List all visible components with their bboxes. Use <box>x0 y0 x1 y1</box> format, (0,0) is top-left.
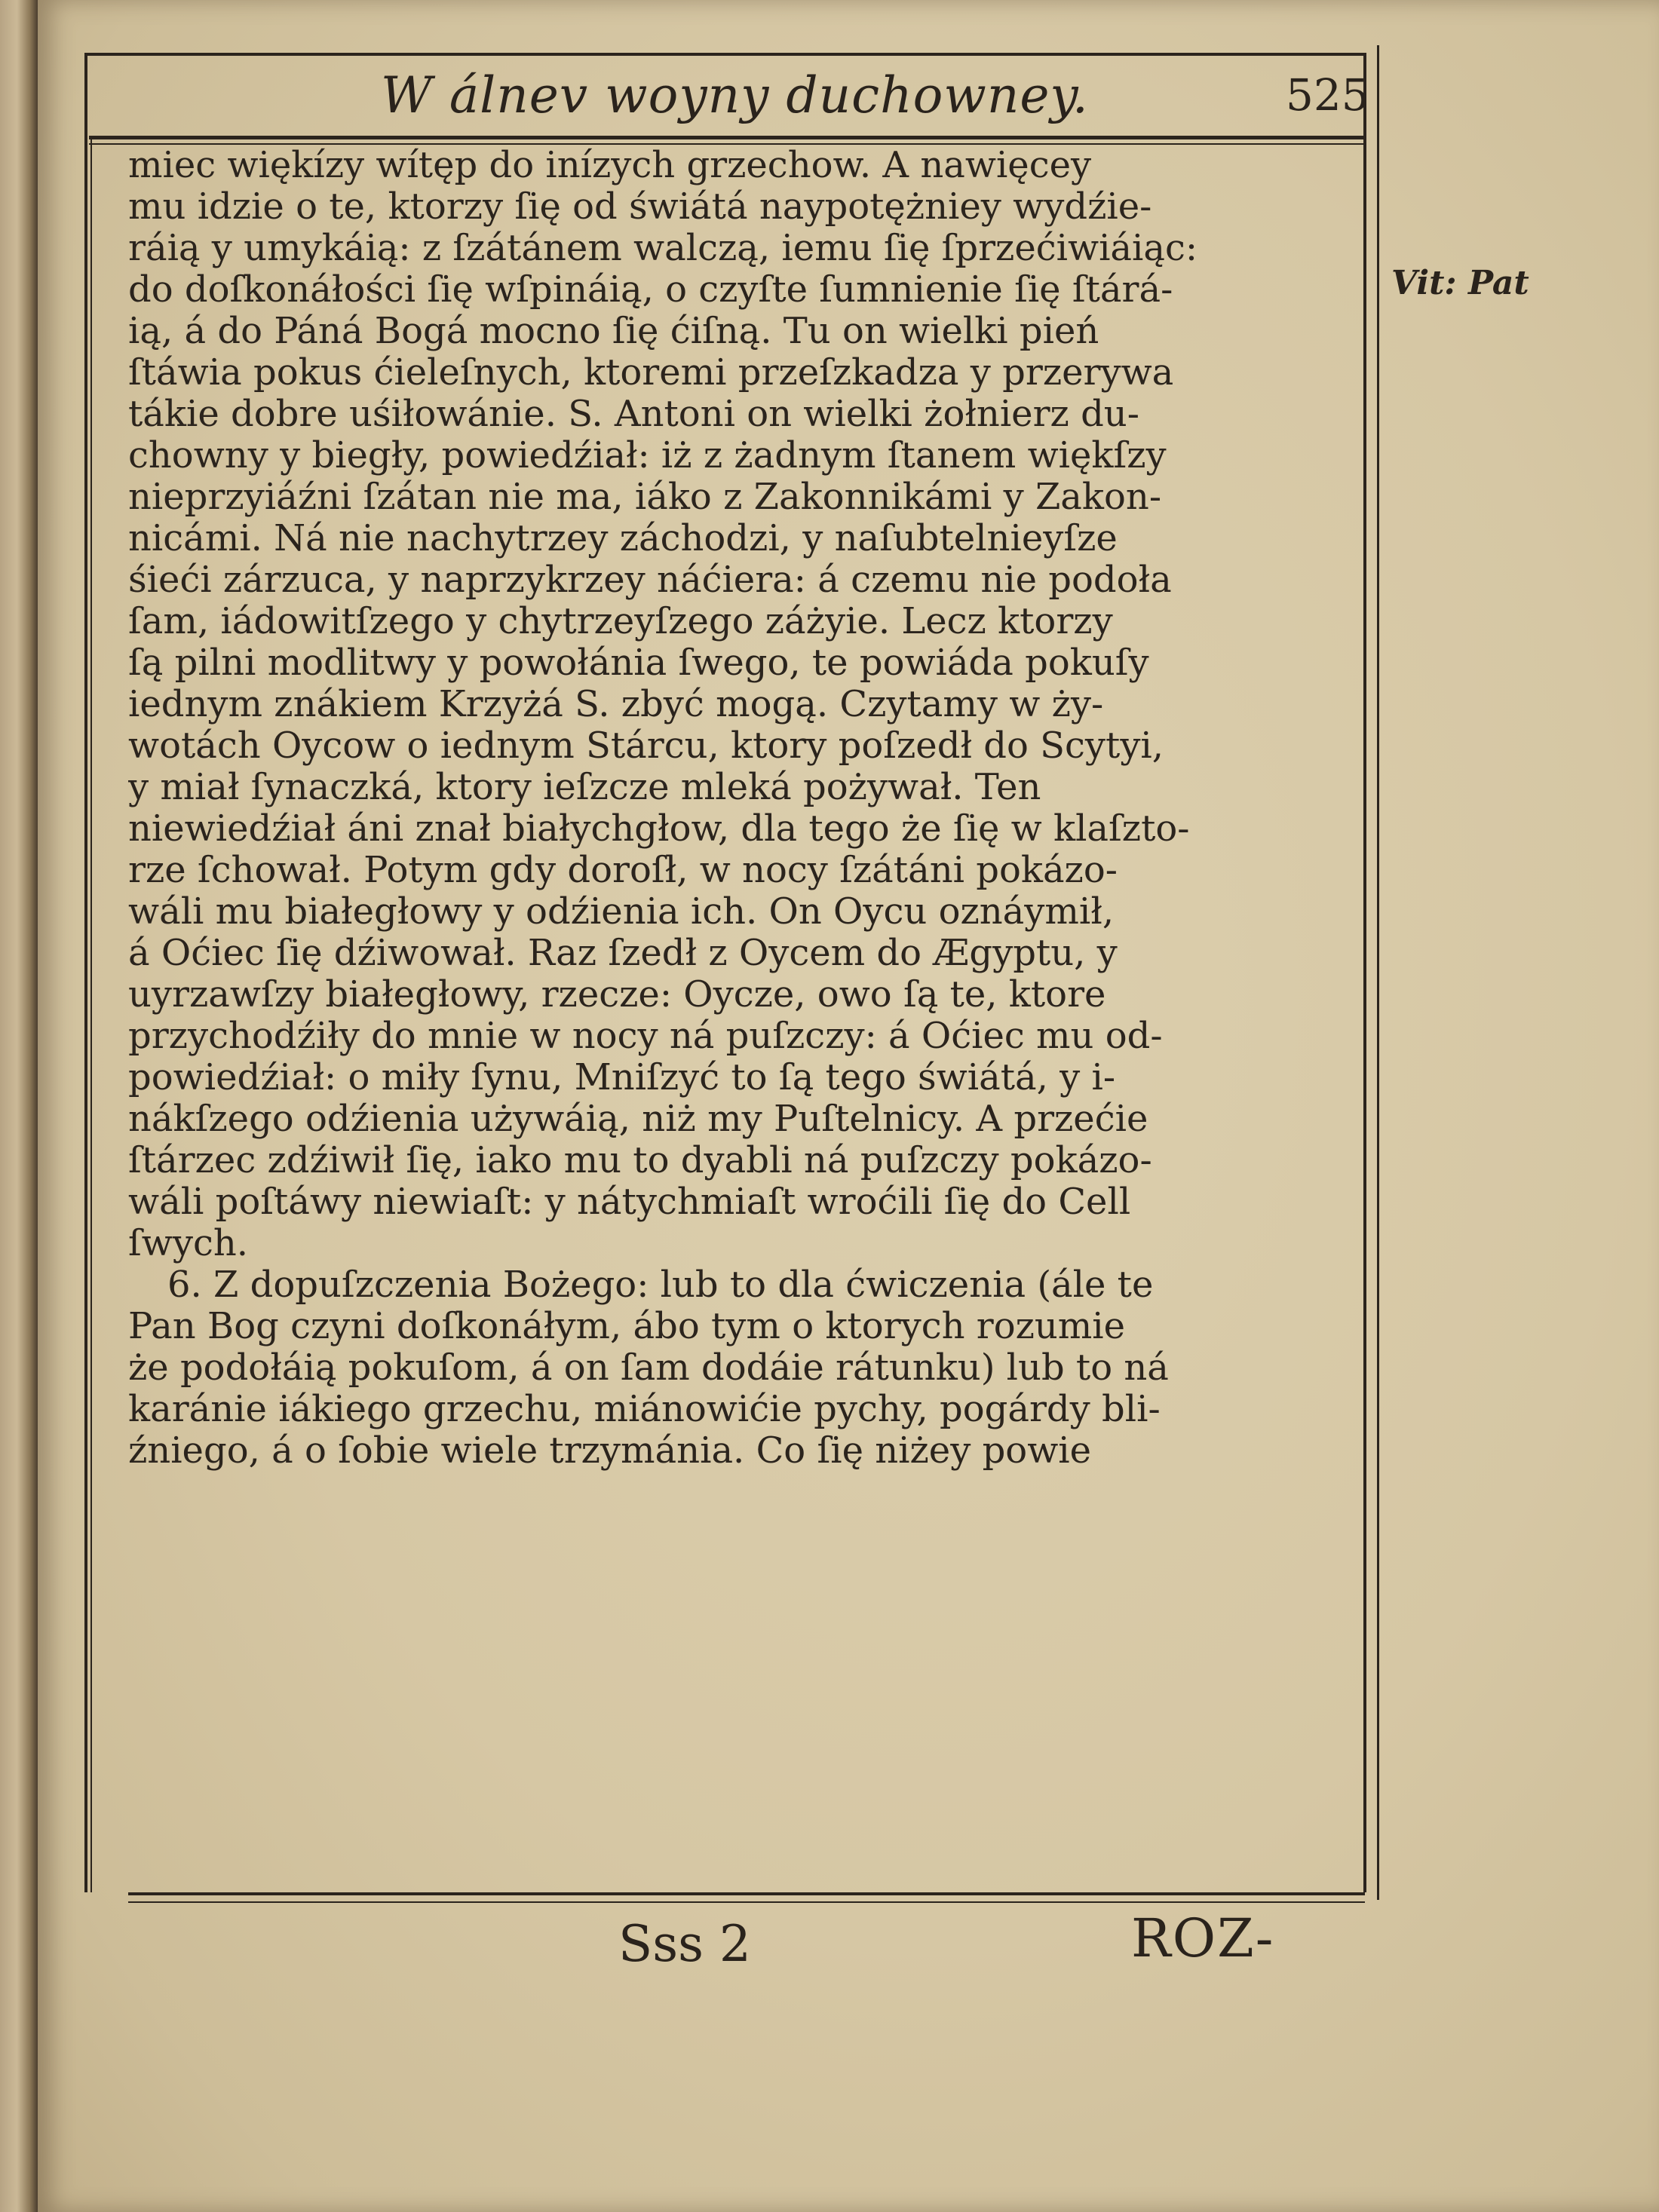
text-line: śieći zárzuca, y naprzykrzey náćiera: á czemu nie podoła <box>128 559 1172 601</box>
text-line: ſwych. <box>128 1223 249 1264</box>
text-line: 6. Z dopuſzczenia Bożego: lub to dla ćwiczenia (ále te <box>167 1264 1154 1306</box>
text-line: ią, á do Páná Bogá mocno ſię ćiſną. Tu on wielki pień <box>128 311 1099 352</box>
text-line: wáli poſtáwy niewiaſt: y nátychmiaſt wroćili ſię do Cell <box>128 1181 1131 1223</box>
text-line: mu idzie o te, ktorzy ſię od świátá naypotężniey wydźie- <box>128 186 1152 228</box>
margin-note: Vit: Pat <box>1391 264 1529 302</box>
text-line: wáli mu białegłowy y odźienia ich. On Oycu oznáymił, <box>128 891 1115 933</box>
text-line: y miał ſynaczká, ktory ieſzcze mleká pożywał. Ten <box>128 767 1041 808</box>
text-line: karánie iákiego grzechu, miánowićie pychy, pogárdy bli- <box>128 1389 1161 1430</box>
adjacent-page-edge <box>0 0 38 2212</box>
text-line: chowny y biegły, powiedźiał: iż z żadnym ſtanem więkſzy <box>128 435 1167 476</box>
text-line: ſą pilni modlitwy y powołánia ſwego, te powiáda pokuſy <box>128 642 1149 684</box>
bottom-border-rule-thin <box>128 1901 1365 1903</box>
right-border-rule <box>1363 53 1366 1892</box>
text-line: niewiedźiał áni znał białychgłow, dla tego że ſię w klaſzto- <box>128 808 1190 850</box>
running-title: W álnev woyny duchowney. <box>381 66 1089 124</box>
text-line: nákſzego odźienia używáią, niż my Puſtelnicy. A przećie <box>128 1098 1148 1140</box>
page-number: 525 <box>1286 69 1369 121</box>
text-line: iednym znákiem Krzyżá S. zbyć mogą. Czytamy w ży- <box>128 684 1104 725</box>
body-text <box>128 145 1357 1901</box>
text-line: że podołáią pokuſom, á on ſam dodáie rátunku) lub to ná <box>128 1347 1169 1389</box>
text-line: ſtáwia pokus ćieleſnych, ktoremi przeſzkadza y przerywa <box>128 352 1174 394</box>
text-line: nieprzyiáźni ſzátan nie ma, iáko z Zakonnikámi y Zakon- <box>128 476 1162 518</box>
text-line: wotách Oycow o iednym Stárcu, ktory poſzedł do Scytyi, <box>128 725 1164 767</box>
text-line: źniego, á o ſobie wiele trzymánia. Co ſię niżey powie <box>128 1430 1092 1472</box>
text-line: á Oćiec ſię dźiwował. Raz ſzedł z Oycem do Ægyptu, y <box>128 933 1118 974</box>
left-border-rule-inner <box>90 139 92 1892</box>
left-border-rule <box>84 53 87 1892</box>
text-line: uyrzawſzy białegłowy, rzecze: Oycze, owo ſą te, ktore <box>128 974 1106 1016</box>
right-border-rule-outer <box>1377 45 1379 1900</box>
text-line: ſam, iádowitſzego y chytrzeyſzego záżyie. Lecz ktorzy <box>128 601 1113 642</box>
text-line: miec więkízy wítęp do inízych grzechow. A nawięcey <box>128 145 1092 186</box>
signature-mark: Sss 2 <box>618 1915 751 1973</box>
header-underline-rule <box>89 136 1363 139</box>
text-line: ſtárzec zdźiwił ſię, iako mu to dyabli ná puſzczy pokázo- <box>128 1140 1152 1181</box>
text-line: nicámi. Ná nie nachytrzey záchodzi, y naſubtelnieyſze <box>128 518 1118 559</box>
text-line: rze ſchował. Potym gdy doroſł, w nocy ſzátáni pokázo- <box>128 850 1118 891</box>
book-page <box>38 0 1659 2212</box>
text-line: Pan Bog czyni doſkonáłym, ábo tym o ktorych rozumie <box>128 1306 1126 1347</box>
text-line: przychodźiły do mnie w nocy ná puſzczy: á Oćiec mu od- <box>128 1016 1163 1057</box>
text-line: do doſkonáłości ſię wſpináią, o czyſte ſumnienie ſię ſtárá- <box>128 269 1173 311</box>
catchword: ROZ- <box>1131 1907 1275 1969</box>
top-border-rule <box>84 53 1366 56</box>
text-line: tákie dobre uśiłowánie. S. Antoni on wielki żołnierz du- <box>128 394 1139 435</box>
text-line: powiedźiał: o miły ſynu, Mniſzyć to ſą tego świátá, y i- <box>128 1057 1116 1098</box>
text-line: ráią y umykáią: z ſzátánem walczą, iemu ſię ſprzećiwiáiąc: <box>128 228 1198 269</box>
